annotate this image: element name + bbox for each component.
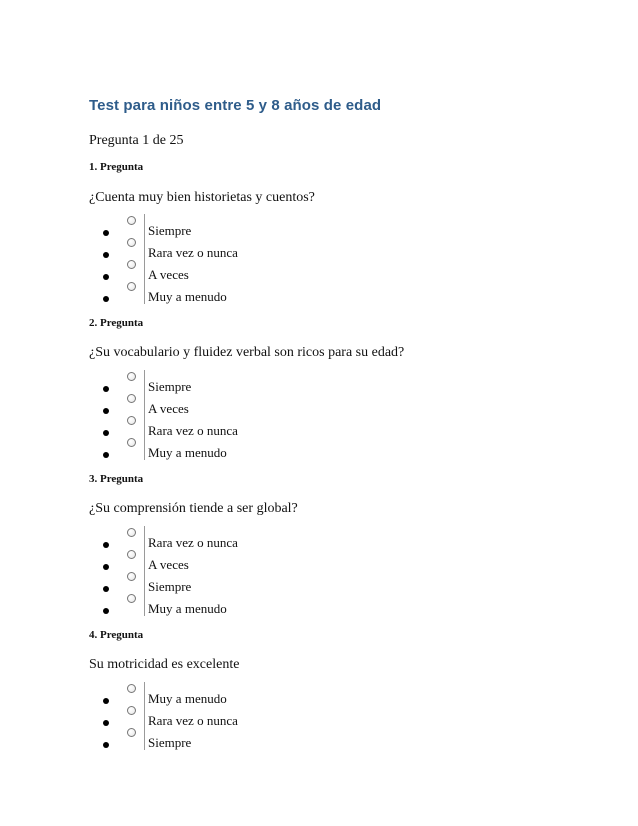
bullet-icon	[103, 430, 109, 436]
bullet-icon	[103, 386, 109, 392]
option-label: Muy a menudo	[148, 289, 227, 304]
question-3-option-4[interactable]	[0, 600, 638, 622]
question-2-text: ¿Su vocabulario y fluidez verbal son ricos para su edad?	[89, 345, 405, 360]
radio-button[interactable]	[127, 282, 136, 291]
option-divider	[144, 214, 145, 238]
bullet-icon	[103, 252, 109, 258]
option-divider	[144, 370, 145, 394]
question-3-heading: 3. Pregunta	[89, 473, 144, 485]
question-1-option-1[interactable]	[0, 222, 638, 244]
question-2-option-2[interactable]	[0, 400, 638, 422]
bullet-icon	[103, 296, 109, 302]
bullet-icon	[103, 274, 109, 280]
bullet-icon	[103, 698, 109, 704]
option-divider	[144, 682, 145, 706]
question-4-heading: 4. Pregunta	[89, 629, 144, 641]
radio-button[interactable]	[127, 394, 136, 403]
option-divider	[144, 726, 145, 750]
radio-button[interactable]	[127, 706, 136, 715]
option-divider	[144, 236, 145, 260]
option-label: Rara vez o nunca	[148, 245, 238, 260]
question-4-option-2[interactable]	[0, 712, 638, 734]
question-1-option-3[interactable]	[0, 266, 638, 288]
option-divider	[144, 436, 145, 460]
option-label: Siempre	[148, 735, 192, 750]
option-divider	[144, 704, 145, 728]
option-label: Siempre	[148, 379, 192, 394]
option-label: Muy a menudo	[148, 445, 227, 460]
option-divider	[144, 414, 145, 438]
option-label: Muy a menudo	[148, 601, 227, 616]
bullet-icon	[103, 586, 109, 592]
radio-button[interactable]	[127, 238, 136, 247]
question-3-option-3[interactable]	[0, 578, 638, 600]
question-1-text: ¿Cuenta muy bien historietas y cuentos?	[89, 190, 315, 205]
question-2-option-1[interactable]	[0, 378, 638, 400]
option-divider	[144, 526, 145, 550]
radio-button[interactable]	[127, 684, 136, 693]
bullet-icon	[103, 720, 109, 726]
bullet-icon	[103, 408, 109, 414]
bullet-icon	[103, 452, 109, 458]
radio-button[interactable]	[127, 416, 136, 425]
question-2-heading: 2. Pregunta	[89, 317, 144, 329]
radio-button[interactable]	[127, 528, 136, 537]
option-label: Rara vez o nunca	[148, 535, 238, 550]
radio-button[interactable]	[127, 438, 136, 447]
question-4-text: Su motricidad es excelente	[89, 657, 240, 672]
question-4-option-3[interactable]	[0, 734, 638, 756]
question-1-heading: 1. Pregunta	[89, 161, 144, 173]
question-3-option-1[interactable]	[0, 534, 638, 556]
option-divider	[144, 280, 145, 304]
option-label: Muy a menudo	[148, 691, 227, 706]
question-1-option-2[interactable]	[0, 244, 638, 266]
bullet-icon	[103, 742, 109, 748]
bullet-icon	[103, 230, 109, 236]
option-label: Siempre	[148, 223, 192, 238]
option-divider	[144, 392, 145, 416]
radio-button[interactable]	[127, 260, 136, 269]
option-divider	[144, 570, 145, 594]
option-divider	[144, 258, 145, 282]
question-progress: Pregunta 1 de 25	[89, 133, 184, 148]
bullet-icon	[103, 564, 109, 570]
question-4-option-1[interactable]	[0, 690, 638, 712]
question-1-option-4[interactable]	[0, 288, 638, 310]
option-label: Siempre	[148, 579, 192, 594]
question-2-option-3[interactable]	[0, 422, 638, 444]
question-2-option-4[interactable]	[0, 444, 638, 466]
radio-button[interactable]	[127, 594, 136, 603]
option-divider	[144, 592, 145, 616]
option-label: A veces	[148, 401, 189, 416]
bullet-icon	[103, 608, 109, 614]
page-title: Test para niños entre 5 y 8 años de edad	[89, 97, 382, 114]
radio-button[interactable]	[127, 728, 136, 737]
option-label: Rara vez o nunca	[148, 713, 238, 728]
option-divider	[144, 548, 145, 572]
question-3-text: ¿Su comprensión tiende a ser global?	[89, 501, 298, 516]
radio-button[interactable]	[127, 216, 136, 225]
bullet-icon	[103, 542, 109, 548]
radio-button[interactable]	[127, 550, 136, 559]
radio-button[interactable]	[127, 572, 136, 581]
option-label: A veces	[148, 267, 189, 282]
option-label: Rara vez o nunca	[148, 423, 238, 438]
question-3-option-2[interactable]	[0, 556, 638, 578]
option-label: A veces	[148, 557, 189, 572]
radio-button[interactable]	[127, 372, 136, 381]
